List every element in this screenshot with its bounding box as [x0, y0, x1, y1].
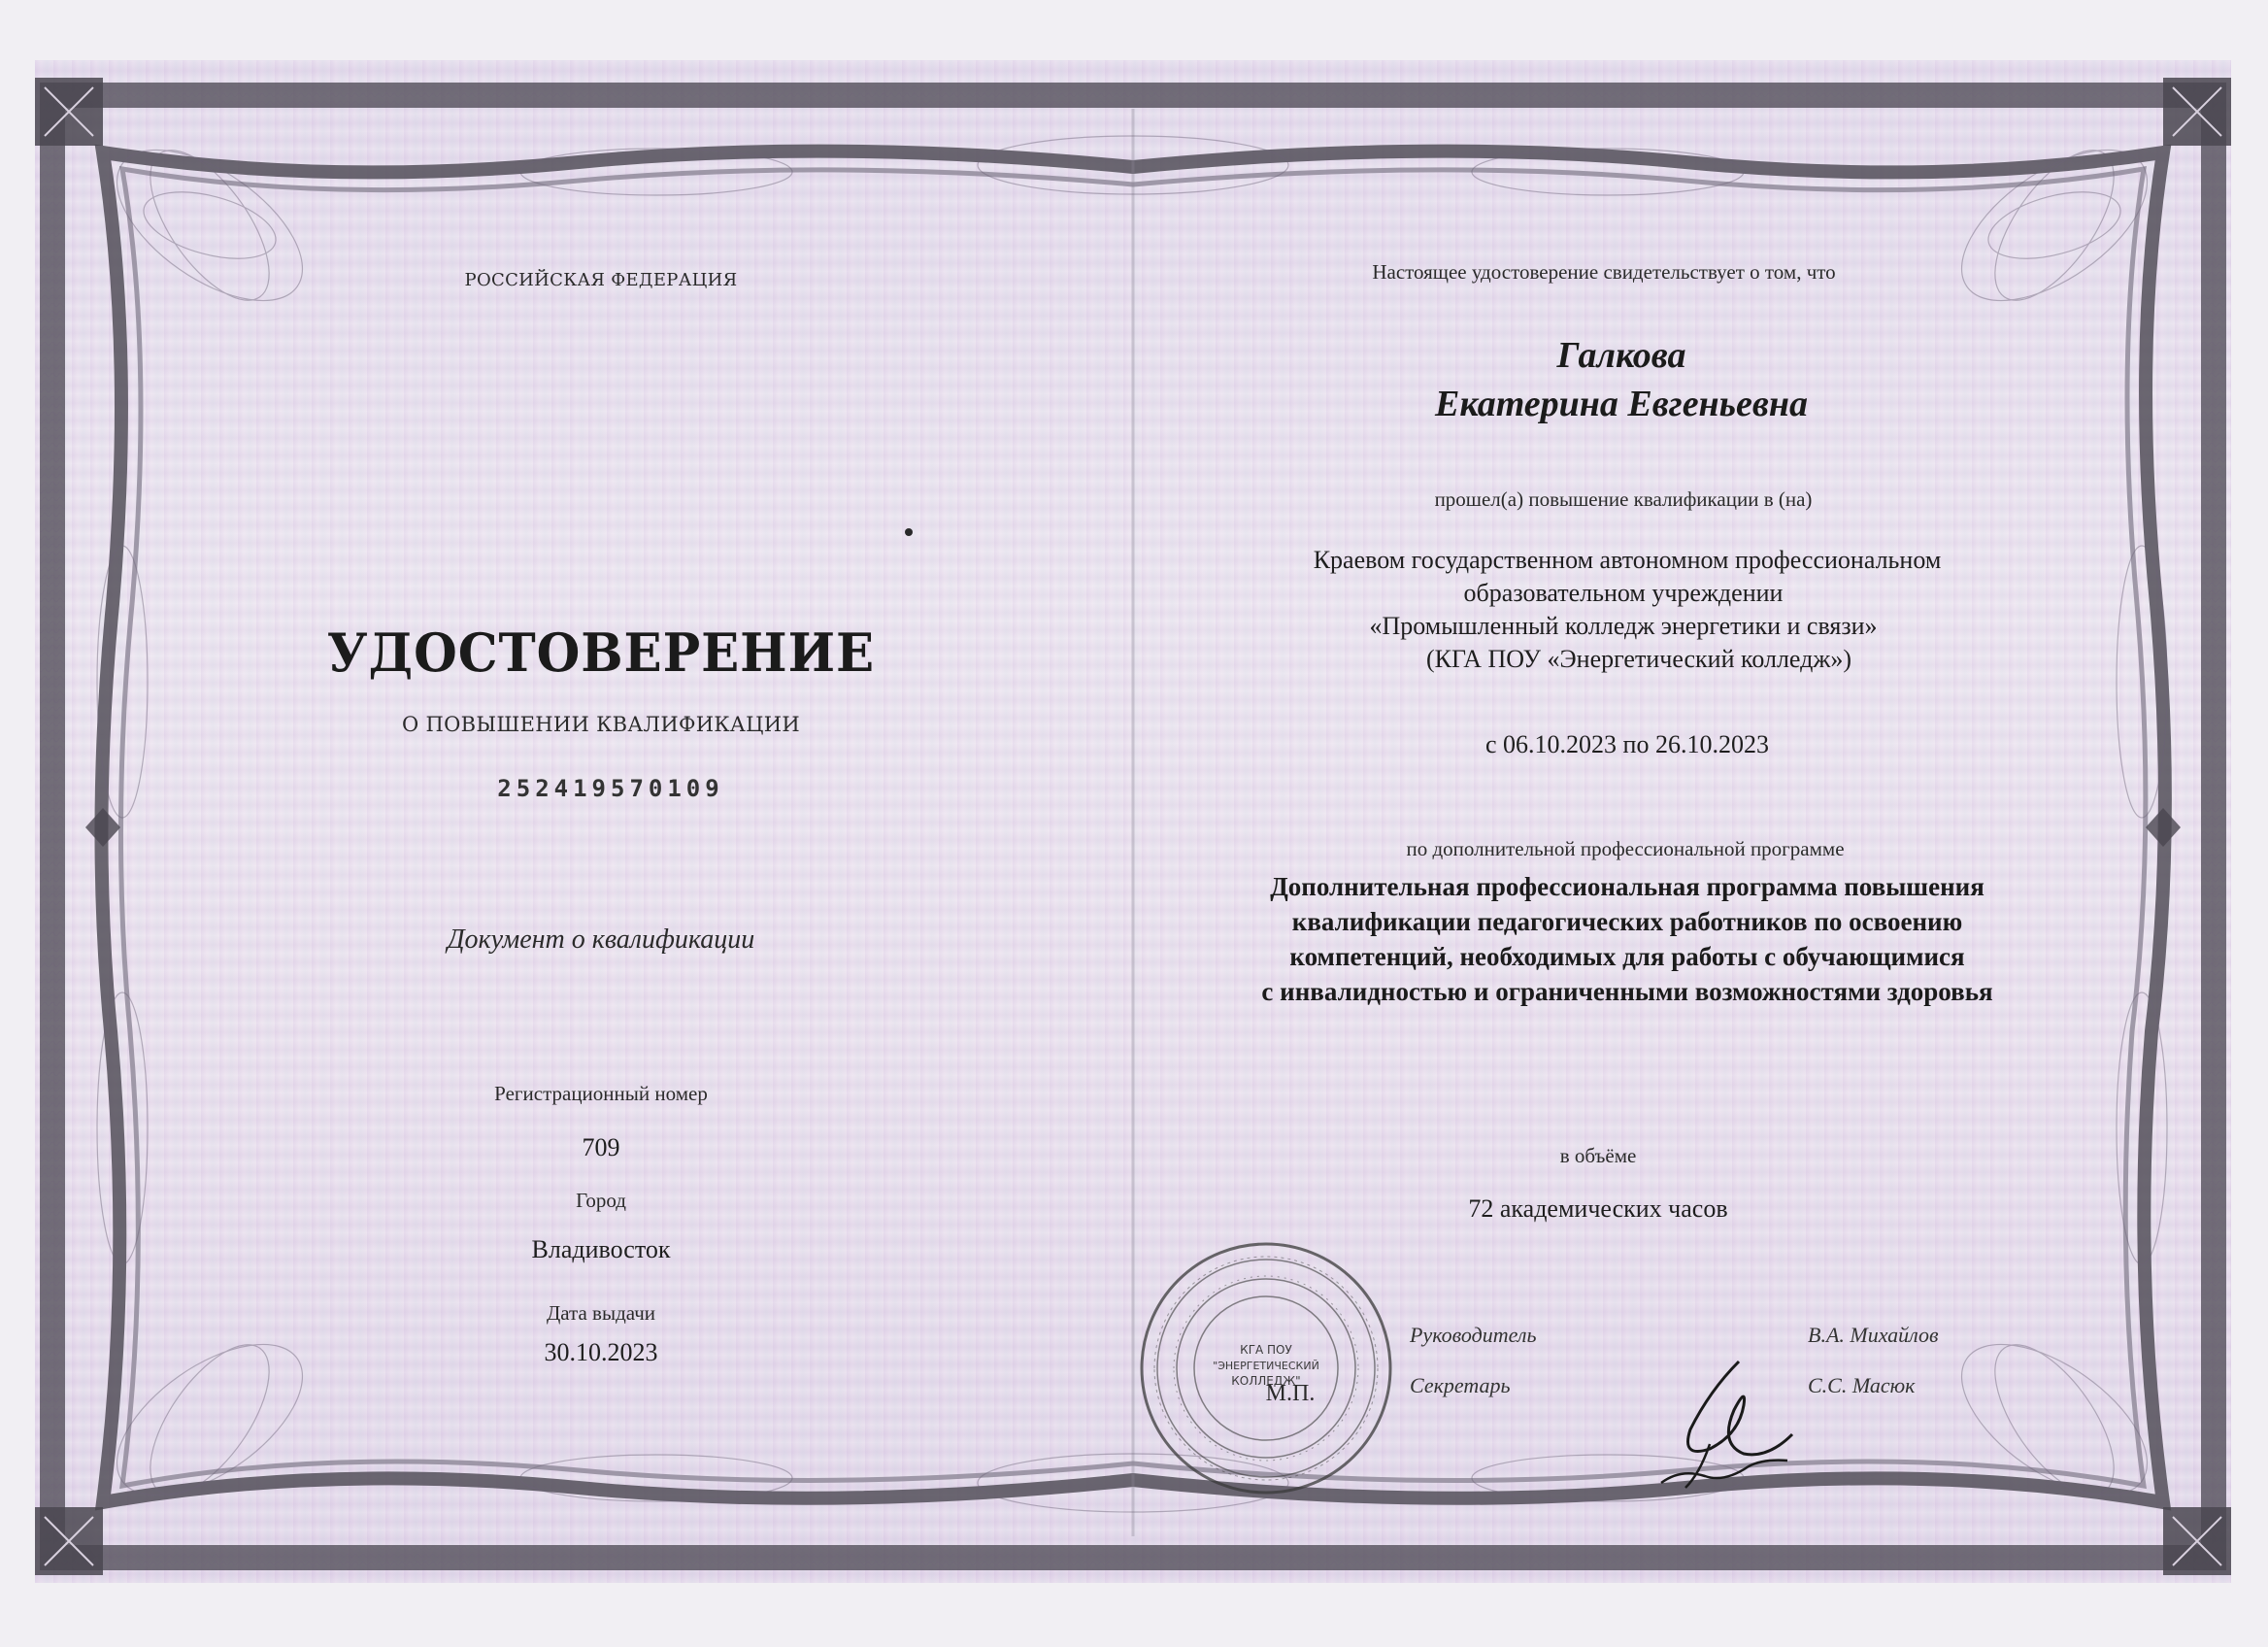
city: Владивосток — [531, 1235, 671, 1263]
guilloche-border — [35, 60, 2231, 1583]
intro-text: Настоящее удостоверение свидетельствует о том, что — [1372, 260, 1836, 284]
program-label: по дополнительной профессиональной программе — [1406, 837, 1845, 860]
passed-label: прошел(а) повышение квалификации в (на) — [1434, 487, 1813, 511]
country-label: РОССИЙСКАЯ ФЕДЕРАЦИЯ — [464, 270, 738, 290]
program-line-1: Дополнительная профессиональная программа повышения — [1270, 872, 1984, 901]
document-type: Документ о квалификации — [447, 924, 755, 955]
institution-line-4: (КГА ПОУ «Энергетический колледж») — [1426, 645, 1851, 673]
reg-number-label: Регистрационный номер — [494, 1082, 708, 1105]
seal-stamp — [1135, 1237, 1397, 1499]
stamp-mp: М.П. — [1265, 1381, 1316, 1406]
issue-date-label: Дата выдачи — [546, 1301, 656, 1325]
document-subtitle: О ПОВЫШЕНИИ КВАЛИФИКАЦИИ — [402, 713, 800, 736]
program-line-4: с инвалидностью и ограниченными возможностями здоровья — [1261, 977, 1993, 1006]
holder-surname: Галкова — [1556, 335, 1686, 376]
volume-hours: 72 академических часов — [1468, 1194, 1728, 1223]
study-period: с 06.10.2023 по 26.10.2023 — [1485, 730, 1769, 758]
document-title: УДОСТОВЕРЕНИЕ — [326, 622, 876, 684]
secretary-label: Секретарь — [1410, 1373, 1511, 1397]
reg-number: 709 — [582, 1133, 620, 1161]
stamp-text-2: "ЭНЕРГЕТИЧЕСКИЙ — [1213, 1360, 1319, 1372]
institution-line-3: «Промышленный колледж энергетики и связи» — [1369, 612, 1878, 640]
certificate-sheet — [35, 60, 2231, 1583]
ink-dot — [905, 528, 913, 536]
secretary-name: С.С. Масюк — [1808, 1373, 1916, 1397]
institution-line-1: Краевом государственном автономном профессиональном — [1313, 546, 1942, 574]
program-line-2: квалификации педагогических работников по освоению — [1291, 907, 1963, 936]
city-label: Город — [576, 1189, 626, 1212]
signature — [1651, 1352, 1797, 1497]
serial-number: 252419570109 — [497, 775, 724, 802]
institution-line-2: образовательном учреждении — [1463, 579, 1784, 607]
program-line-3: компетенций, необходимых для работы с обучающимися — [1289, 942, 1965, 971]
holder-name-patronymic: Екатерина Евгеньевна — [1435, 384, 1808, 424]
volume-label: в объёме — [1559, 1144, 1637, 1167]
stamp-text-1: КГА ПОУ — [1240, 1343, 1292, 1357]
stamp-text-3: КОЛЛЕДЖ" — [1231, 1374, 1301, 1388]
issue-date: 30.10.2023 — [544, 1338, 658, 1366]
head-label: Руководитель — [1410, 1323, 1537, 1347]
head-name: В.А. Михайлов — [1808, 1323, 1939, 1347]
